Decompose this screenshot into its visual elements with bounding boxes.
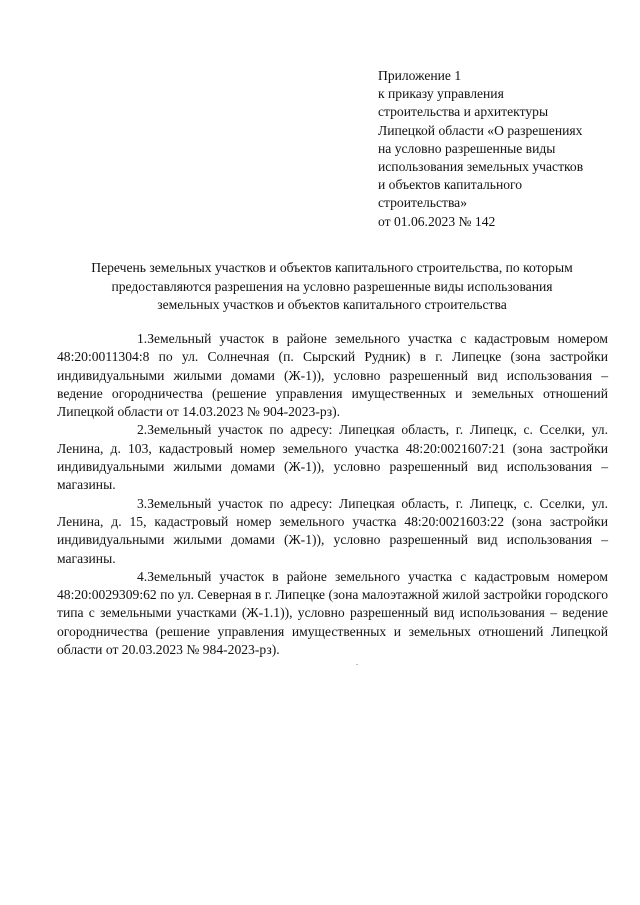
item-number: 2. [137,422,148,438]
appendix-header [378,67,628,231]
appendix-line: строительства» [378,195,468,211]
item-text: Земельный участок в районе земельного участка с кадастровым номером 48:20:0011304:8 по ул. Солнечная (п. Сырский Рудник) в г. Липецке (зона застройки индивидуальными жилыми домами (Ж-1)), условно разрешенный вид использования – ведение огородничества (решение управления имущественных и земельных отношений Липецкой области от 14.03.2023 № 904-2023-рз). [57,331,608,420]
item-number: 4. [137,568,148,584]
list-item [57,421,608,494]
item-number: 3. [137,495,148,511]
list-item [57,495,608,568]
appendix-line: на условно разрешенные виды [378,140,556,156]
document-title [50,259,614,315]
appendix-line: строительства и архитектуры [378,104,549,120]
appendix-line: к приказу управления [378,86,504,102]
title-line: земельных участков и объектов капитального строительства [157,297,507,312]
item-text: Земельный участок по адресу: Липецкая область, г. Липецк, с. Сселки, ул. Ленина, д. 15, кадастровый номер земельного участка 48:20:0021603:22 (зона застройки индивидуальными жилыми домами (Ж-1)), условно разрешенный вид использования – магазины. [57,495,608,566]
list-item [57,330,608,421]
item-text: Земельный участок по адресу: Липецкая область, г. Липецк, с. Сселки, ул. Ленина, д. 103, кадастровый номер земельного участка 48:20:0021607:21 (зона застройки индивидуальными жилыми домами (Ж-1)), условно разрешенный вид использования – магазины. [57,422,608,493]
appendix-line: Липецкой области «О разрешениях [378,122,583,138]
list-item [57,568,608,659]
appendix-date-number: от 01.06.2023 № 142 [378,213,496,229]
scan-speck [356,664,358,665]
item-text: Земельный участок в районе земельного участка с кадастровым номером 48:20:0029309:62 по ул. Северная в г. Липецке (зона малоэтажной жилой застройки городского типа с земельными участками (Ж-1.1)), условно разрешенный вид использования – ведение огородничества (решение управления имущественных и земельных отношений Липецкой области от 20.03.2023 № 984-2023-рз). [57,568,608,658]
title-line: Перечень земельных участков и объектов капитального строительства, по которым [91,260,573,275]
appendix-line: и объектов капитального [378,177,523,193]
appendix-line: Приложение 1 [378,68,462,83]
item-number: 1. [137,331,148,346]
land-plot-list [57,330,608,659]
appendix-line: использования земельных участков [378,159,584,175]
title-line: предоставляются разрешения на условно разрешенные виды использования [111,278,553,294]
